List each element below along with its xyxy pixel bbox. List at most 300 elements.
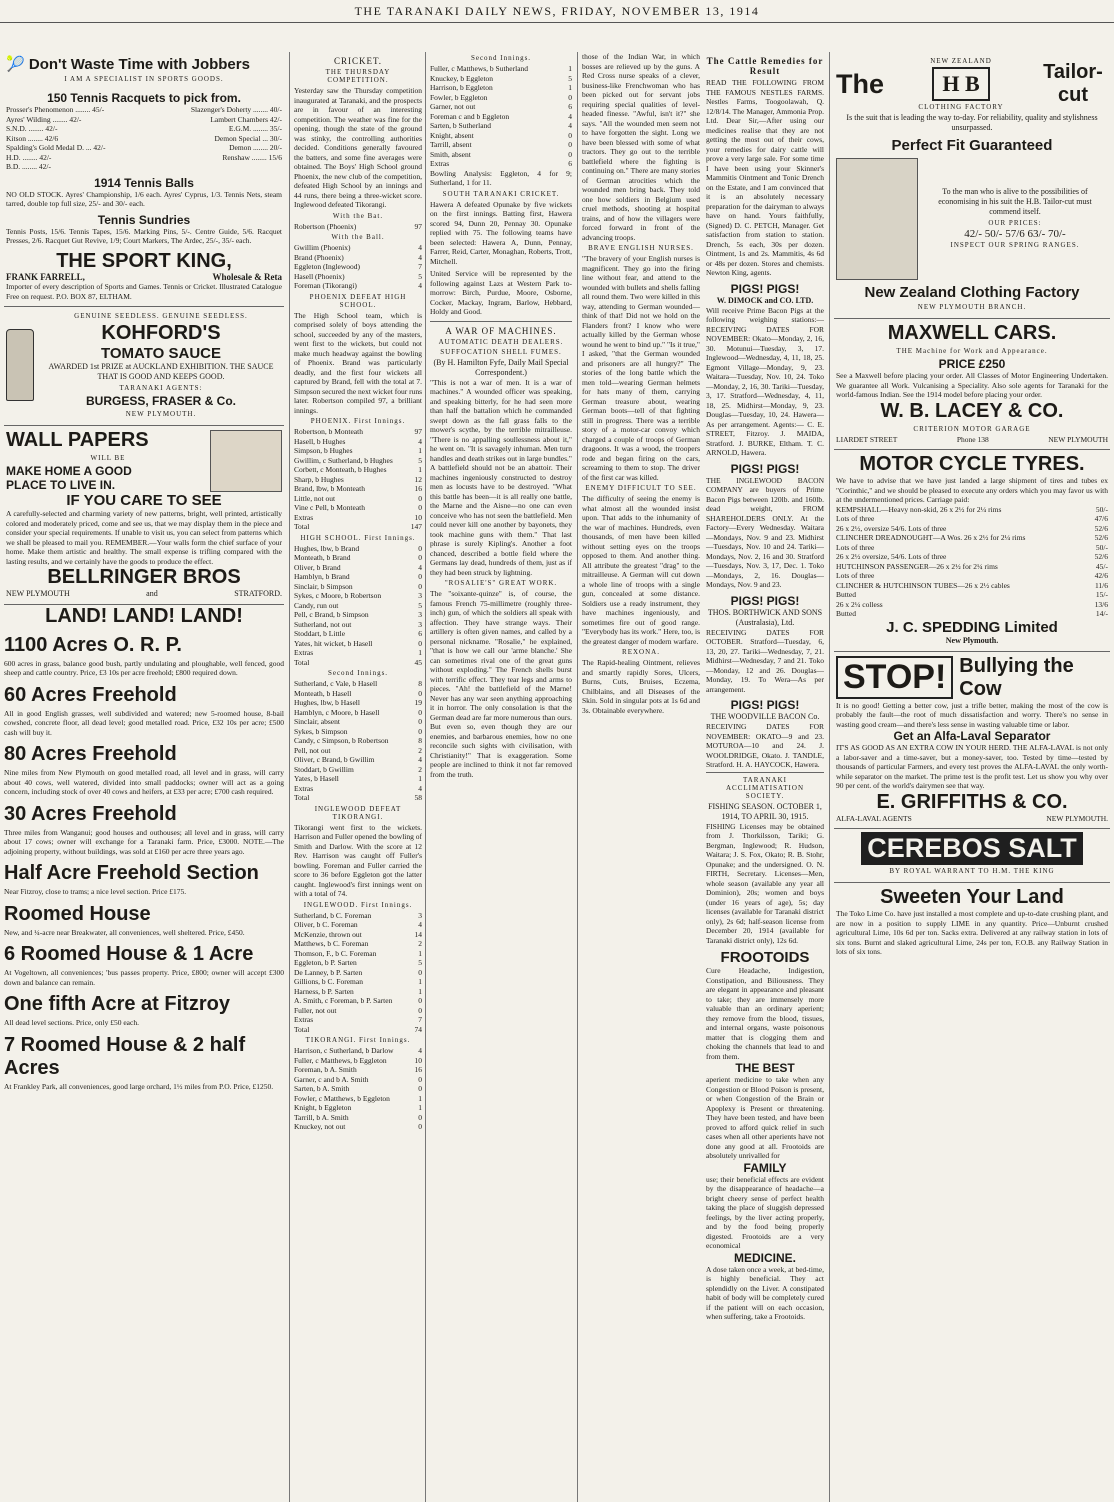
racquet-price: Renshaw ........ 15/6 bbox=[222, 152, 282, 162]
table-row bbox=[430, 64, 572, 74]
row-value: 4 bbox=[418, 436, 422, 446]
wallpaper-text: A carefully-selected and charming variety of new patterns, bright, well printed, artistically colored and moderately priced, come and see us, that we may display them in the piece and consider your special requirements. If unable to visit us, you can select from patterns which we shall be pleased to mail you. REMEMBER.—Your walls form the chief surface of your home. Make them artistic and healthy. The small expense is trifling compared with the lasting results, and we certainly have the goods to produce the effect. bbox=[6, 509, 282, 566]
row-value: 0 bbox=[418, 1005, 422, 1015]
row-value: 45 bbox=[414, 657, 422, 667]
row-value: 1 bbox=[418, 465, 422, 474]
row-value: 50/- bbox=[1095, 504, 1108, 514]
table-row bbox=[430, 102, 572, 112]
spedding-name: J. C. SPEDDING Limited bbox=[886, 618, 1058, 636]
griffiths-name: E. GRIFFITHS & CO. bbox=[876, 790, 1068, 813]
row-label: Fuller, c Matthews, b Sutherland bbox=[430, 64, 529, 73]
row-label: Total bbox=[294, 793, 310, 802]
bellringer-title: BELLRINGER BROS bbox=[47, 566, 241, 588]
table-row bbox=[430, 150, 572, 160]
row-value: 10 bbox=[414, 1055, 422, 1065]
row-value: 58 bbox=[414, 793, 422, 802]
maxwell-text: See a Maxwell before placing your order. All Classes of Motor Engineering Undertaken. We guarantee all Work. Vulcanising a Speciality. Also sole agents for Taranaki for the world-famous Indian. See the 1914 model before placing your order. bbox=[836, 371, 1108, 399]
racquet-price: B.D. ........ 42/- bbox=[6, 162, 51, 171]
row-label: Harrison, b Eggleton bbox=[430, 83, 493, 92]
row-value: 1 bbox=[418, 648, 422, 657]
row-value: 0 bbox=[418, 1112, 422, 1122]
listing-text: All dead level sections. Price, only £50 each. bbox=[4, 1018, 139, 1027]
sauce-top-line: GENUINE SEEDLESS. GENUINE SEEDLESS. bbox=[74, 312, 248, 320]
rexona-title: REXONA. bbox=[622, 648, 660, 656]
table-row bbox=[294, 601, 422, 611]
racquet-price: H.D. ........ 42/- bbox=[6, 152, 52, 162]
row-label: Candy, run out bbox=[294, 600, 339, 610]
hb-badge-top: NEW ZEALAND bbox=[930, 57, 992, 65]
row-label: Harness, b P. Sarten bbox=[294, 986, 354, 996]
row-value: 11/6 bbox=[1094, 580, 1108, 590]
row-value: 0 bbox=[418, 688, 422, 698]
table-row bbox=[294, 629, 422, 639]
united-service-text: United Service will be represented by the following against Lazs at Western Park to-morrow: Birch, Purdue, Moore, Osborne, Cocker, Mackay, Ingram, Barlow, Hebbard, Holdy and Good. bbox=[430, 269, 572, 316]
row-label: Knuckey, not out bbox=[294, 1122, 346, 1131]
stop-title: Bullying the Cow bbox=[959, 654, 1074, 700]
row-value: 147 bbox=[410, 522, 422, 531]
wallpaper-line4: IF YOU CARE TO SEE bbox=[66, 492, 222, 509]
row-value: 1 bbox=[418, 1093, 422, 1103]
table-row bbox=[294, 996, 422, 1006]
griffiths-town: NEW PLYMOUTH. bbox=[1046, 813, 1108, 823]
sundries-text: Tennis Posts, 15/6. Tennis Tapes, 15/6. Marking Pins, 5/-. Centre Guide, 5/6. Racquet Presses, 2/6. Racquet Gut Revive, 1/9; Court Markers, The Ardec, 25/-, 35/- each. bbox=[6, 226, 282, 245]
tomato-sauce-ad bbox=[4, 307, 284, 426]
stop-text: It is no good! Getting a better cow, just a trifle better, making the most of the cow is probably the fault—the root of much dissatisfaction and worry. There's no sense in wasting good cream—and there's less sense in wasting valuable time or labor. bbox=[836, 700, 1108, 729]
row-label: Sarten, b A. Smith bbox=[294, 1084, 350, 1093]
sauce-agents-label: TARANAKI AGENTS: bbox=[119, 384, 203, 392]
row-label: Candy, c Simpson, b Robertson bbox=[294, 736, 389, 745]
table-row bbox=[430, 83, 572, 93]
column-mixed bbox=[582, 52, 824, 1502]
table-row bbox=[294, 658, 422, 668]
maxwell-subtitle: THE Machine for Work and Appearance. bbox=[896, 347, 1048, 355]
frootoids-title: FROOTOIDS bbox=[720, 949, 810, 966]
row-value: 1 bbox=[418, 948, 422, 958]
row-label: Hamblyn, c Moore, b Hasell bbox=[294, 707, 380, 717]
row-value: 1 bbox=[418, 774, 422, 783]
row-value: 16 bbox=[414, 1065, 422, 1074]
enemy-title: ENEMY DIFFICULT TO SEE. bbox=[585, 484, 697, 492]
hb-inspect: INSPECT OUR SPRING RANGES. bbox=[950, 241, 1080, 249]
row-value: 0 bbox=[568, 140, 572, 149]
medicine-text: A dose taken once a week, at bed-time, is highly beneficial. They act splendidly on the Liver. A constipated habit of body will be completely cured if the patient will on each occasion, when suffering, take a Frootoids. bbox=[706, 1264, 824, 1321]
row-label: Eggleton, b P. Sarten bbox=[294, 958, 357, 967]
table-row bbox=[294, 243, 422, 253]
table-row bbox=[836, 571, 1108, 581]
inglewood-title: INGLEWOOD DEFEAT TIKORANGI. bbox=[314, 804, 402, 821]
row-label: Vine c Pell, b Monteath bbox=[294, 503, 365, 512]
row-label: Extras bbox=[294, 1015, 314, 1024]
thursday-text: Yesterday saw the Thursday competition inaugurated at Taranaki, and the prospects are in favour of an interesting competition. The weather was fine for the opening, though the state of the ground was stinky, the controlling authorities decided. Conditions generally favoured the batters, and some fine averages were obtained. The Boys' High School ground Phoenix, the new club of the competition, defeated High School by an innings and 44 runs, there being a three-wicket score. Inglewood defeated Tikorangi. bbox=[294, 86, 422, 209]
listing-text: At Vogeltown, all conveniences; 'bus passes property. Price, £800; owner will accept £300 down and balance can remain. bbox=[4, 968, 284, 987]
row-label: Monteath, b Brand bbox=[294, 553, 351, 562]
maxwell-price: PRICE £250 bbox=[938, 357, 1006, 371]
row-label: De Lanney, b P. Sarten bbox=[294, 967, 363, 977]
pigs4-title: PIGS! PIGS! bbox=[730, 698, 800, 712]
row-value: 6 bbox=[568, 159, 572, 168]
row-label: HUTCHINSON PASSENGER—26 x 2½ for 2¼ rims bbox=[836, 561, 998, 571]
row-value: 13/6 bbox=[1094, 599, 1108, 609]
pigs1-firm: W. DIMOCK and CO. LTD. bbox=[716, 295, 814, 305]
row-label: Butted bbox=[836, 590, 856, 599]
table-row bbox=[294, 1006, 422, 1016]
table-row bbox=[294, 1122, 422, 1132]
sport-king-tagline: Wholesale & Reta bbox=[212, 271, 282, 282]
racquet-price: Kitson ........ 42/6 bbox=[6, 133, 59, 143]
cattle-text: READ THE FOLLOWING FROM THE FAMOUS NESTLES FARMS. Nestles Farms, Toogoolawah, Q. 12/8/14. The Manager, Ammonia Prop. Ltd. Dear Sir,—After using our medicines realise that they are not getting the most out of their cows, your remedies for dairy cattle will prove a very large sale. For some time I have been using your Skinner's Mammitis Ointment and Tonic Drench on the Estate, and I am convinced that it is an absolutely necessary preparation for the dairyman to always have on hand. Yours faithfully, (Signed) D. C. PETCH, Manager. Get satisfaction from station to station. Drench, 5s each, 30s per dozen. Ointment, 1s and 2s. Mammitis, 4s 6d or 48s per dozen. Stores and chemists. Newton King, agents. bbox=[706, 78, 824, 277]
hb-badge bbox=[918, 55, 1003, 113]
racquet-row bbox=[6, 115, 282, 125]
row-label: Tarrill, absent bbox=[430, 140, 472, 149]
row-label: Monteath, b Hasell bbox=[294, 688, 352, 698]
row-label: Gillions, b C. Foreman bbox=[294, 977, 363, 986]
with-ball-label: With the Ball. bbox=[331, 233, 385, 241]
row-value: 4 bbox=[418, 783, 422, 793]
table-row bbox=[430, 140, 572, 150]
sauce-town: NEW PLYMOUTH. bbox=[125, 410, 197, 418]
table-row bbox=[294, 920, 422, 930]
listing-text: All in good English grasses, well subdivided and watered; new 5-roomed house, 8-bail cowshed, concrete floor, all dead level; good metalled road. Price, £32 10s per acre; £500 cash will buy it. bbox=[4, 708, 284, 737]
row-value: 0 bbox=[418, 726, 422, 736]
table-row bbox=[430, 121, 572, 131]
hb-badge-bottom: CLOTHING FACTORY bbox=[918, 103, 1004, 111]
row-value: 4 bbox=[568, 121, 572, 130]
table-row bbox=[294, 1113, 422, 1123]
row-label: Fowler, c Matthews, b Eggleton bbox=[294, 1093, 390, 1103]
racquet-row bbox=[6, 162, 282, 172]
row-label: Fowler, b Eggleton bbox=[430, 92, 488, 102]
row-value: 52/6 bbox=[1094, 533, 1108, 542]
listing-title: 1100 Acres O. R. P. bbox=[4, 633, 182, 656]
row-label: Stoddart, b Gwillim bbox=[294, 764, 354, 774]
land-title: LAND! LAND! LAND! bbox=[45, 604, 243, 627]
column-rule bbox=[577, 52, 578, 1502]
table-row bbox=[836, 581, 1108, 591]
row-value: 0 bbox=[568, 92, 572, 102]
row-label: CLINCHER DREADNOUGHT—A Wos. 26 x 2½ for 2¼ rims bbox=[836, 533, 1026, 542]
table-row bbox=[294, 494, 422, 504]
row-label: Lots of three bbox=[836, 514, 875, 523]
row-label: Tarrill, b A. Smith bbox=[294, 1112, 349, 1122]
row-label: Extras bbox=[430, 159, 450, 168]
row-value: 0 bbox=[418, 996, 422, 1005]
acclimatisation-subtitle: FISHING SEASON. OCTOBER 1, 1914, TO APRIL 30, 1915. bbox=[708, 801, 822, 821]
row-label: 26 x 2½ oversize, 54/6. Lots of three bbox=[836, 552, 947, 561]
south-taranaki-title: SOUTH TARANAKI CRICKET. bbox=[442, 189, 560, 198]
table-row bbox=[294, 968, 422, 978]
row-label: Garner, c and b A. Smith bbox=[294, 1074, 369, 1084]
cerebos-title: CEREBOS SALT bbox=[861, 832, 1083, 865]
maxwell-cars-ad bbox=[834, 319, 1110, 450]
listing-title: 6 Roomed House & 1 Acre bbox=[4, 943, 254, 965]
listing-text: Nine miles from New Plymouth on good metalled road, all level and in grass, will carry about 40 cows, well watered, divided into small paddocks; owner will act as a going concern, including stock of over 40 cows and heifers, at £33 per acre; £700 cash required. bbox=[4, 768, 284, 796]
pigs4-text: RECEIVING DATES FOR NOVEMBER: OKATO—9 and 23. MOTUROA—10 and 24. J. WOOLDRIDGE, Okato. J. TANDLE, Stratford. H. A. HAYCOCK, Hawera. bbox=[706, 722, 824, 769]
table-row bbox=[294, 784, 422, 794]
pigs3-text: RECEIVING DATES FOR OCTOBER. Stratford—Tuesday, 6, 13, 20, 27. Tariki—Wednesday, 7, 21. Midhirst—Wednesday, 7 and 21. Toko—Monday, 12 and 26. Douglas—Monday, 19. To Wera—As per arrangement. bbox=[706, 627, 824, 694]
family-text: use; their beneficial effects are evident by the disappearance of headache—a bright cheery sense of perfect health taking the place of sluggish depressed feelings, by the liver acting properly, and by the food being properly digested. Frootoids are a very economical bbox=[706, 1174, 824, 1250]
pigs1-title: PIGS! PIGS! bbox=[730, 281, 800, 296]
table-row bbox=[294, 949, 422, 959]
row-value: 45/- bbox=[1095, 561, 1108, 571]
inglewood-innings-label: INGLEWOOD. First Innings. bbox=[303, 900, 413, 909]
phoenix-innings-label: PHOENIX. First Innings. bbox=[310, 417, 406, 425]
column-advertisements-right bbox=[834, 52, 1110, 1502]
row-label: Knight, absent bbox=[430, 130, 474, 140]
row-value: 0 bbox=[418, 493, 422, 503]
row-label: Gwillim (Phoenix) bbox=[294, 243, 351, 252]
with-bat-label: With the Bat. bbox=[332, 211, 384, 220]
cattle-title: The Cattle Remedies for Result bbox=[706, 56, 824, 76]
column-cricket bbox=[294, 52, 422, 1502]
column-advertisements-left bbox=[4, 52, 284, 1502]
table-row bbox=[294, 610, 422, 620]
row-label: Extras bbox=[294, 512, 314, 522]
row-value: 1 bbox=[418, 446, 422, 455]
hb-clothing-ad bbox=[834, 52, 1110, 319]
table-row bbox=[294, 1046, 422, 1056]
table-row bbox=[294, 717, 422, 727]
wallpaper-line2: MAKE HOME A GOOD bbox=[6, 464, 132, 478]
row-value: 3 bbox=[418, 610, 422, 619]
row-label: Sinclair, b Simpson bbox=[294, 581, 353, 591]
table-row bbox=[294, 987, 422, 997]
inglewood-scorecard bbox=[294, 911, 422, 1035]
row-value: 3 bbox=[418, 591, 422, 600]
alfa-text: IT'S AS GOOD AS AN EXTRA COW IN YOUR HERD. THE ALFA-LAVAL is not only a labor-saver and a time-saver, but a money-saver, too. Tested by time—tested by thousands of particular Farmers, and every test proves the ALFA-LAVAL the only worth-while separator on the market. The prime test is the profit test. Let us show you why over 90 per cent. of the world's dairymen see that way. bbox=[836, 743, 1108, 790]
racquet-price: Lambert Chambers 42/- bbox=[210, 114, 282, 124]
row-label: 26 x 2¼ colless bbox=[836, 599, 883, 609]
lacey-phone: Phone 138 bbox=[956, 434, 989, 444]
row-value: 0 bbox=[568, 149, 572, 159]
row-label: Foreman c and b Eggleton bbox=[430, 111, 510, 121]
war-title: A WAR OF MACHINES. bbox=[430, 321, 572, 336]
column-rule bbox=[289, 52, 290, 1502]
table-row bbox=[294, 281, 422, 291]
table-row bbox=[294, 1084, 422, 1094]
table-row bbox=[294, 272, 422, 282]
row-value: 3 bbox=[418, 619, 422, 629]
table-row bbox=[294, 513, 422, 523]
row-label: Butted bbox=[836, 609, 856, 618]
cerebos-subtitle: BY ROYAL WARRANT TO H.M. THE KING bbox=[889, 867, 1055, 875]
alfa-laval-ad bbox=[834, 652, 1110, 830]
row-label: CLINCHER & HUTCHINSON TUBES—26 x 2½ cables bbox=[836, 580, 1010, 590]
column-news bbox=[430, 52, 572, 1502]
row-value: 4 bbox=[568, 111, 572, 121]
hb-badge-letters: H B bbox=[932, 67, 989, 101]
row-value: 4 bbox=[418, 281, 422, 290]
balls-text: NO OLD STOCK. Ayres' Championship, 1/6 each. Ayres' Cyprus, 1/3. Tennis Nets, steam tarred, double top full size, 25/- and 30/- each. bbox=[6, 189, 282, 208]
row-value: 5 bbox=[418, 455, 422, 465]
table-row bbox=[294, 427, 422, 437]
listing-title: Half Acre Freehold Section bbox=[4, 862, 259, 884]
row-label: KEMPSHALL—Heavy non-skid, 26 x 2½ for 2¼ rims bbox=[836, 504, 1002, 514]
table-row bbox=[836, 505, 1108, 515]
high-school-scorecard bbox=[294, 544, 422, 668]
row-label: Sutherland, not out bbox=[294, 619, 352, 629]
row-value: 0 bbox=[418, 638, 422, 648]
row-value: 8 bbox=[418, 736, 422, 745]
listing-title: 30 Acres Freehold bbox=[4, 802, 177, 825]
table-row bbox=[294, 930, 422, 940]
table-row bbox=[294, 222, 422, 232]
land-listings-ad bbox=[4, 605, 284, 1092]
row-value: 0 bbox=[418, 543, 422, 553]
row-label: Sinclair, absent bbox=[294, 717, 340, 726]
war-subtitle-2: SUFFOCATION SHELL FUMES. bbox=[440, 347, 562, 356]
wallpaper-ad bbox=[4, 426, 284, 605]
tikorangi-second-scorecard bbox=[430, 64, 572, 169]
table-row bbox=[836, 609, 1108, 619]
best-text: aperient medicine to take when any Congestion or Blood Poison is present, or when Congestion of the Brain or Apoplexy is Present or threatening. They have been tested, and have been proved to afford quick relief in such cases when all other aperients have not done any good at all. Frootoids are absolutely unrivalled for bbox=[706, 1075, 824, 1160]
table-row bbox=[836, 543, 1108, 553]
best-title: THE BEST bbox=[735, 1061, 795, 1075]
row-value: 0 bbox=[418, 581, 422, 591]
war-continuation-text: those of the Indian War, in which bosses are relieved up by the guns. A Red Cross nurse speaks of a clever, business-like Frenchwoman who has been picked out for servant jobs requiring special qualities of level-headed finesse. "Awful, isn't it?" she says. "All the wounded men seem not to have forgotten the sight. Long we have been blessed with some of what tractors. They go out to the terrible battlefield where the fighting is continuing on." There are many stories of German atrocities which the wounded men bring back. They told one how soldiers in Belgium used cruel methods, shooting at hospital trains, and of how the villagers were forced forward in front of the advancing troops. bbox=[582, 52, 700, 242]
table-row bbox=[294, 774, 422, 784]
table-row bbox=[294, 1075, 422, 1085]
row-value: 15/- bbox=[1095, 590, 1108, 599]
row-value: 6 bbox=[418, 629, 422, 638]
row-value: 2 bbox=[418, 939, 422, 948]
family-title: FAMILY bbox=[743, 1160, 787, 1175]
row-label: Gwillim, c Sutherland, b Hughes bbox=[294, 455, 393, 465]
row-value: 8 bbox=[418, 679, 422, 688]
row-label: Sykes, c Moore, b Robertson bbox=[294, 591, 382, 600]
row-value: 4 bbox=[418, 243, 422, 252]
row-label: Oliver, c Brand, b Gwillim bbox=[294, 755, 375, 764]
row-label: Lots of three bbox=[836, 542, 875, 552]
table-row bbox=[294, 765, 422, 775]
lacey-town: NEW PLYMOUTH bbox=[1048, 434, 1108, 444]
row-label: McKenzie, thrown out bbox=[294, 929, 362, 939]
row-label: Lots of three bbox=[836, 571, 875, 580]
row-value: 1 bbox=[418, 986, 422, 996]
listing-text: Near Fitzroy, close to trams; a nice level section. Price £175. bbox=[4, 887, 187, 896]
row-label: Hasell, b Hughes bbox=[294, 436, 346, 446]
table-row bbox=[294, 958, 422, 968]
cerebos-salt-ad bbox=[834, 829, 1110, 883]
row-value: 1 bbox=[418, 1103, 422, 1112]
hb-prices-label: OUR PRICES: bbox=[988, 219, 1042, 227]
listing-text: Three miles from Wanganui; good houses and outhouses; all level and in grass, will carry about 17 cows; owner will exchange for a Taranaki farm. Price, £3000. NOTE.—The adjoining property, without buildings, was sold at £160 per acre three years ago. bbox=[4, 827, 284, 856]
cricket-title: CRICKET. bbox=[333, 56, 383, 66]
racquet-price: Demon Special ... 30/- bbox=[214, 133, 282, 143]
table-row bbox=[836, 600, 1108, 610]
hb-factory: New Zealand Clothing Factory bbox=[864, 284, 1080, 301]
row-value: 1 bbox=[568, 64, 572, 73]
row-label: Garner, not out bbox=[430, 102, 476, 111]
row-label: Pell, not out bbox=[294, 745, 331, 755]
row-value: 7 bbox=[418, 1015, 422, 1024]
jobbers-subtitle: I AM A SPECIALIST IN SPORTS GOODS. bbox=[64, 75, 224, 83]
enemy-text: The difficulty of seeing the enemy is what almost all the wounded insist upon. That adds to the inhumanity of the war of machines. Hundreds, even thousands, of men have been killed without setting eyes on the troops opposed to them. And another thing. All attribute the greatest "drag" to the mitrailleuse. A German will cut down a whole line of troops with a single gun, concealed at some distance. Soldiers use a ready instrument, they have machines ingeniously, and sometimes fire out of good range. "Everybody has its work." Here, too, is the greatest danger of modern warfare. bbox=[582, 494, 700, 646]
table-row bbox=[294, 620, 422, 630]
stop-sign: STOP! bbox=[836, 656, 953, 699]
row-value: 0 bbox=[418, 707, 422, 717]
table-row bbox=[294, 475, 422, 485]
row-label: Sutherland, b C. Foreman bbox=[294, 910, 372, 920]
row-value: 5 bbox=[568, 73, 572, 83]
racquet-price: Slazenger's Doherty ........ 40/- bbox=[190, 105, 282, 114]
row-value: 50/- bbox=[1095, 542, 1108, 552]
phoenix-scorecard bbox=[294, 427, 422, 532]
row-label: Total bbox=[294, 1024, 310, 1034]
racquet-price: Prosser's Phenomenon ........ 45/- bbox=[6, 105, 105, 114]
table-row bbox=[294, 522, 422, 532]
row-label: Simpson, b Hughes bbox=[294, 446, 353, 455]
acclimatisation-text: FISHING Licenses may be obtained from J. Thorkilsson, Tariki; G. Bergman, Inglewood; R. Hudson, Waitara; J. S. Fox, Okato; R. B. Stohr, Opunake; and the undersigned. O. N. FIRTH, Secretary. Licenses—Men, whole season (available any year all Dominion), 20s; women and boys (under 16 years of age), 5s; day licenses (available for Taranaki district only), 2s 6d; half-season license from December 20, 1914 (available for Taranaki district only), 12s 6d. bbox=[706, 821, 824, 945]
table-row bbox=[294, 591, 422, 601]
row-label: Extras bbox=[294, 648, 314, 657]
high-school-innings-label: HIGH SCHOOL. First Innings. bbox=[300, 533, 416, 542]
row-value: 0 bbox=[418, 1074, 422, 1084]
row-label: Fuller, c Matthews, b Eggleton bbox=[294, 1055, 387, 1065]
alfa-title: Get an Alfa-Laval Separator bbox=[893, 729, 1051, 743]
table-row bbox=[294, 563, 422, 573]
tikorangi-scorecard bbox=[294, 1046, 422, 1132]
racquet-price: Ayres' Wilding ........ 42/- bbox=[6, 114, 82, 124]
sauce-brand: KOHFORD'S bbox=[101, 322, 221, 344]
row-value: 0 bbox=[418, 503, 422, 512]
table-row bbox=[294, 456, 422, 466]
table-row bbox=[294, 437, 422, 447]
table-row bbox=[294, 977, 422, 987]
rosalie-title: "ROSALIE'S" GREAT WORK. bbox=[444, 579, 558, 587]
land-listings bbox=[4, 634, 284, 1092]
row-label: Total bbox=[294, 522, 310, 531]
row-label: Foreman (Tikorangi) bbox=[294, 281, 357, 290]
wallpaper-rolls-image bbox=[210, 430, 282, 492]
hb-prices: 42/- 50/- 57/6 63/- 70/- bbox=[964, 228, 1066, 240]
row-label: Knuckey, b Eggleton bbox=[430, 73, 494, 83]
table-row bbox=[294, 639, 422, 649]
row-label: Little, not out bbox=[294, 493, 336, 503]
sport-king-text: Importer of every description of Sports and Games. Tennis or Cricket. Illustrated Catalogue Free on request. P.O. BOX 87, ELTHAM. bbox=[6, 282, 282, 301]
pigs4-firm: THE WOODVILLE BACON Co. bbox=[710, 712, 820, 721]
row-value: 0 bbox=[418, 717, 422, 726]
table-row bbox=[294, 939, 422, 949]
griffiths-agents: ALFA-LAVAL AGENTS bbox=[836, 813, 912, 823]
tyres-title: MOTOR CYCLE TYRES. bbox=[859, 453, 1085, 475]
ball-table bbox=[294, 243, 422, 291]
racquet-row bbox=[6, 143, 282, 153]
hb-the: The bbox=[836, 68, 885, 99]
row-value: 6 bbox=[568, 102, 572, 111]
wallpaper-line3: PLACE TO LIVE IN. bbox=[6, 478, 116, 492]
wallpaper-title: WALL PAPERS bbox=[6, 429, 149, 451]
row-value: 0 bbox=[568, 130, 572, 140]
row-value: 52/6 bbox=[1094, 523, 1108, 533]
hb-branch: NEW PLYMOUTH BRANCH. bbox=[917, 303, 1027, 311]
row-label: Robertson (Phoenix) bbox=[294, 221, 357, 231]
row-value: 97 bbox=[414, 221, 422, 231]
pigs3-title: PIGS! PIGS! bbox=[730, 593, 800, 608]
row-value: 4 bbox=[418, 920, 422, 929]
sauce-award: AWARDED 1st PRIZE at AUCKLAND EXHIBITION. THE SAUCE THAT IS GOOD AND KEEPS GOOD. bbox=[48, 362, 274, 381]
row-value: 5 bbox=[418, 600, 422, 610]
sauce-product: TOMATO SAUCE bbox=[100, 345, 221, 362]
row-value: 74 bbox=[414, 1024, 422, 1034]
table-row bbox=[836, 514, 1108, 524]
row-label: Hamblyn, b Brand bbox=[294, 572, 350, 581]
table-row bbox=[836, 552, 1108, 562]
row-value: 97 bbox=[414, 427, 422, 436]
row-value: 47/6 bbox=[1094, 514, 1108, 523]
spedding-town: New Plymouth. bbox=[945, 635, 999, 645]
lacey-street: LIARDET STREET bbox=[836, 434, 898, 444]
table-row bbox=[294, 736, 422, 746]
